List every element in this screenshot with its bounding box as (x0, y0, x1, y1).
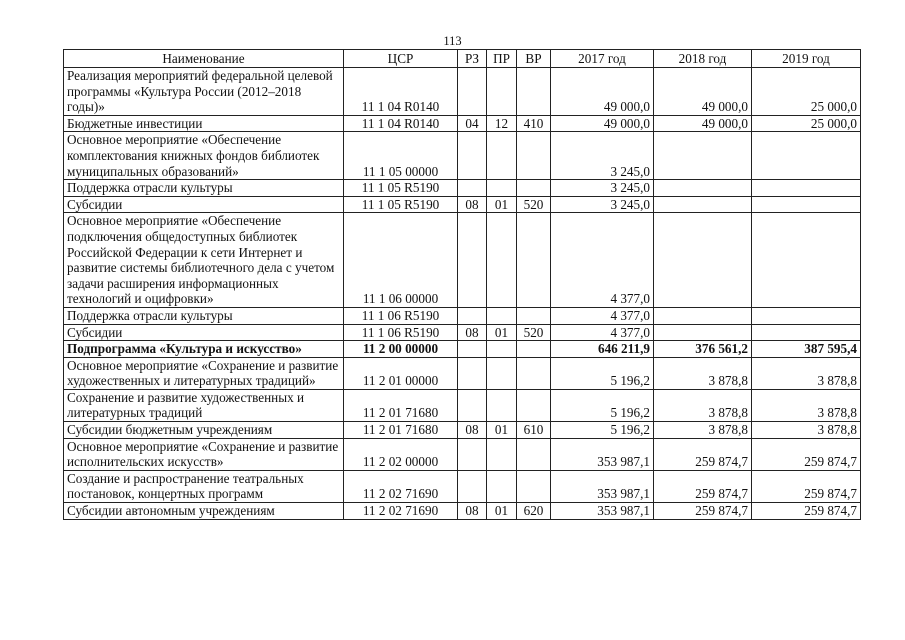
cell-2018 (654, 307, 752, 324)
cell-pr: 01 (487, 422, 517, 439)
cell-2019: 3 878,8 (752, 357, 861, 389)
cell-pr: 01 (487, 503, 517, 520)
header-rz: РЗ (458, 50, 487, 68)
table-row (64, 196, 861, 213)
cell-2019 (752, 213, 861, 308)
cell-2019: 259 874,7 (752, 470, 861, 502)
cell-2017: 353 987,1 (551, 503, 654, 520)
table-header-row (64, 50, 861, 68)
cell-name: Субсидии (64, 196, 344, 213)
header-pr: ПР (487, 50, 517, 68)
cell-vr (517, 357, 551, 389)
cell-rz (458, 389, 487, 421)
cell-rz: 04 (458, 115, 487, 132)
cell-pr (487, 213, 517, 308)
cell-2018: 3 878,8 (654, 422, 752, 439)
cell-2017: 49 000,0 (551, 115, 654, 132)
cell-csr: 11 1 06 R5190 (344, 307, 458, 324)
header-2019: 2019 год (752, 50, 861, 68)
table-row (64, 422, 861, 439)
cell-rz (458, 68, 487, 116)
cell-csr: 11 1 06 R5190 (344, 324, 458, 341)
cell-pr: 01 (487, 196, 517, 213)
cell-rz: 08 (458, 422, 487, 439)
table-row (64, 438, 861, 470)
cell-2017: 4 377,0 (551, 213, 654, 308)
cell-rz (458, 438, 487, 470)
cell-2019: 259 874,7 (752, 438, 861, 470)
cell-name: Основное мероприятие «Обеспечение комплектования книжных фондов библиотек муниципальных образований» (64, 132, 344, 180)
cell-rz (458, 213, 487, 308)
table-row (64, 115, 861, 132)
cell-rz (458, 470, 487, 502)
cell-pr (487, 357, 517, 389)
cell-pr (487, 180, 517, 197)
cell-2017: 353 987,1 (551, 438, 654, 470)
cell-name: Поддержка отрасли культуры (64, 307, 344, 324)
cell-2018: 259 874,7 (654, 470, 752, 502)
cell-2018: 259 874,7 (654, 438, 752, 470)
cell-csr: 11 2 01 71680 (344, 389, 458, 421)
cell-vr: 620 (517, 503, 551, 520)
cell-2017: 4 377,0 (551, 324, 654, 341)
header-name: Наименование (64, 50, 344, 68)
cell-name: Основное мероприятие «Сохранение и развитие художественных и литературных традиций» (64, 357, 344, 389)
cell-2019 (752, 324, 861, 341)
cell-pr (487, 307, 517, 324)
table-row (64, 180, 861, 197)
cell-2017: 3 245,0 (551, 196, 654, 213)
cell-2017: 4 377,0 (551, 307, 654, 324)
cell-csr: 11 2 02 71690 (344, 503, 458, 520)
cell-csr: 11 2 02 00000 (344, 438, 458, 470)
cell-2018: 3 878,8 (654, 357, 752, 389)
header-2017: 2017 год (551, 50, 654, 68)
cell-2018 (654, 132, 752, 180)
cell-2019: 3 878,8 (752, 422, 861, 439)
cell-pr: 12 (487, 115, 517, 132)
cell-2018: 259 874,7 (654, 503, 752, 520)
cell-pr (487, 341, 517, 358)
cell-2019: 25 000,0 (752, 68, 861, 116)
cell-rz (458, 307, 487, 324)
cell-csr: 11 1 05 00000 (344, 132, 458, 180)
cell-name: Субсидии бюджетным учреждениям (64, 422, 344, 439)
cell-csr: 11 2 02 71690 (344, 470, 458, 502)
cell-2018: 3 878,8 (654, 389, 752, 421)
cell-2018 (654, 196, 752, 213)
cell-name: Реализация мероприятий федеральной целевой программы «Культура России (2012–2018 годы)» (64, 68, 344, 116)
cell-vr (517, 68, 551, 116)
cell-2019: 25 000,0 (752, 115, 861, 132)
table-row (64, 132, 861, 180)
cell-csr: 11 2 01 00000 (344, 357, 458, 389)
table-row (64, 213, 861, 308)
cell-2017: 3 245,0 (551, 180, 654, 197)
cell-rz: 08 (458, 324, 487, 341)
table-row (64, 341, 861, 358)
cell-2019: 259 874,7 (752, 503, 861, 520)
cell-2018 (654, 213, 752, 308)
cell-name: Бюджетные инвестиции (64, 115, 344, 132)
cell-rz (458, 357, 487, 389)
cell-vr (517, 470, 551, 502)
table-row (64, 324, 861, 341)
cell-2018 (654, 180, 752, 197)
cell-csr: 11 1 06 00000 (344, 213, 458, 308)
cell-2019 (752, 307, 861, 324)
cell-vr (517, 438, 551, 470)
cell-2017: 646 211,9 (551, 341, 654, 358)
cell-2019 (752, 132, 861, 180)
cell-2019 (752, 196, 861, 213)
cell-2017: 353 987,1 (551, 470, 654, 502)
cell-2019: 387 595,4 (752, 341, 861, 358)
cell-name: Основное мероприятие «Обеспечение подключения общедоступных библиотек Российской Федерации к сети Интернет и развитие системы библиотечного дела с учетом задачи расширения информационных технологий и оцифровки» (64, 213, 344, 308)
cell-rz (458, 132, 487, 180)
cell-2018: 49 000,0 (654, 68, 752, 116)
header-csr: ЦСР (344, 50, 458, 68)
table-row (64, 470, 861, 502)
cell-name: Сохранение и развитие художественных и литературных традиций (64, 389, 344, 421)
cell-vr (517, 213, 551, 308)
header-vr: ВР (517, 50, 551, 68)
cell-2017: 49 000,0 (551, 68, 654, 116)
table-body (64, 68, 861, 520)
table-row (64, 68, 861, 116)
cell-2019 (752, 180, 861, 197)
cell-csr: 11 1 04 R0140 (344, 115, 458, 132)
cell-2017: 5 196,2 (551, 422, 654, 439)
cell-name: Субсидии автономным учреждениям (64, 503, 344, 520)
cell-name: Подпрограмма «Культура и искусство» (64, 341, 344, 358)
cell-pr: 01 (487, 324, 517, 341)
cell-name: Основное мероприятие «Сохранение и развитие исполнительских искусств» (64, 438, 344, 470)
cell-vr: 520 (517, 196, 551, 213)
cell-vr: 520 (517, 324, 551, 341)
cell-pr (487, 132, 517, 180)
cell-csr: 11 2 00 00000 (344, 341, 458, 358)
cell-2019: 3 878,8 (752, 389, 861, 421)
table-row (64, 357, 861, 389)
cell-pr (487, 438, 517, 470)
cell-rz (458, 180, 487, 197)
cell-vr (517, 132, 551, 180)
header-2018: 2018 год (654, 50, 752, 68)
cell-2017: 5 196,2 (551, 389, 654, 421)
cell-name: Создание и распространение театральных постановок, концертных программ (64, 470, 344, 502)
cell-rz: 08 (458, 503, 487, 520)
cell-2017: 5 196,2 (551, 357, 654, 389)
cell-2018: 376 561,2 (654, 341, 752, 358)
cell-csr: 11 2 01 71680 (344, 422, 458, 439)
cell-rz (458, 341, 487, 358)
cell-vr (517, 389, 551, 421)
cell-2017: 3 245,0 (551, 132, 654, 180)
cell-pr (487, 389, 517, 421)
cell-vr (517, 180, 551, 197)
cell-csr: 11 1 04 R0140 (344, 68, 458, 116)
cell-csr: 11 1 05 R5190 (344, 180, 458, 197)
cell-vr (517, 307, 551, 324)
table-row (64, 503, 861, 520)
page-number: 113 (443, 34, 462, 48)
cell-name: Поддержка отрасли культуры (64, 180, 344, 197)
cell-vr: 610 (517, 422, 551, 439)
cell-csr: 11 1 05 R5190 (344, 196, 458, 213)
cell-pr (487, 470, 517, 502)
cell-2018 (654, 324, 752, 341)
cell-name: Субсидии (64, 324, 344, 341)
table-row (64, 307, 861, 324)
cell-pr (487, 68, 517, 116)
cell-rz: 08 (458, 196, 487, 213)
cell-vr: 410 (517, 115, 551, 132)
cell-2018: 49 000,0 (654, 115, 752, 132)
budget-table (63, 49, 861, 520)
table-row (64, 389, 861, 421)
cell-vr (517, 341, 551, 358)
